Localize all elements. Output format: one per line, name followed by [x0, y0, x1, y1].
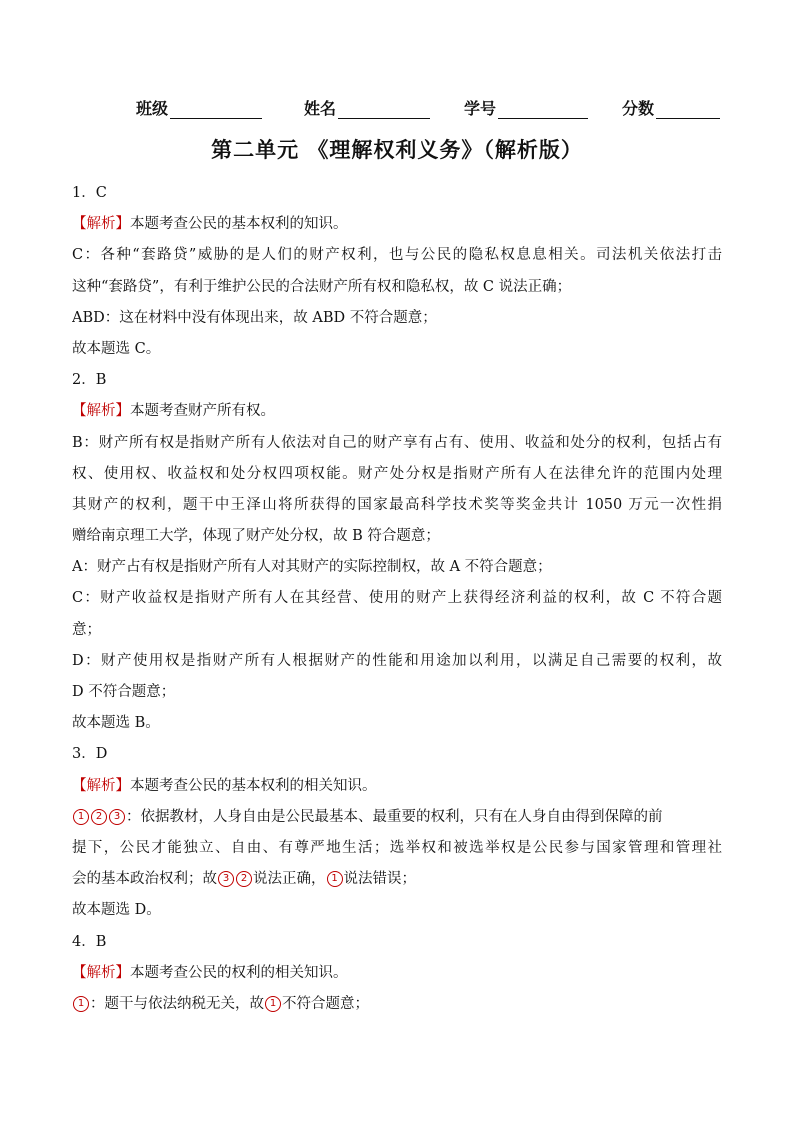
score-label: 分数 [622, 99, 655, 118]
name-label: 姓名 [304, 99, 337, 118]
q3-line-text: 说法错误； [343, 871, 416, 888]
circled-number: 3 [218, 871, 234, 887]
q1-line: 这种“套路贷”，有利于维护公民的合法财产所有权和隐私权，故 C 说法正确； [72, 278, 572, 295]
q3-line [72, 802, 722, 833]
q3-number: 3．D [72, 746, 108, 763]
analysis-tag: 【解析】 [72, 216, 130, 233]
circled-number: 2 [91, 809, 107, 825]
circled-number: 2 [236, 871, 252, 887]
circled-number: 1 [73, 809, 89, 825]
q3-conclusion: 故本题选 D。 [72, 902, 161, 919]
q3-analysis-line [72, 771, 722, 802]
q2-line: 意； [72, 621, 101, 638]
circled-number: 1 [327, 871, 343, 887]
q1-number: 1．C [72, 185, 107, 201]
class-blank[interactable] [170, 100, 262, 119]
class-field[interactable] [136, 96, 262, 119]
name-blank[interactable] [338, 100, 430, 119]
analysis-tag: 【解析】 [72, 403, 130, 420]
analysis-tag: 【解析】 [72, 777, 130, 794]
student-id-label: 学号 [464, 99, 497, 118]
q2-line: 故本题选 B。 [72, 715, 160, 732]
q4-number: 4．B [72, 933, 107, 950]
q1-analysis: 本题考查公民的基本权利的知识。 [130, 216, 348, 233]
q4-analysis: 本题考查公民的权利的相关知识。 [130, 964, 348, 981]
q4-line [72, 989, 722, 1020]
q2-line: D：财产使用权是指财产所有人根据财产的性能和用途加以利用，以满足自己需要的权利，故 [72, 652, 722, 669]
q2-line: 赠给南京理工大学，体现了财产处分权，故 B 符合题意； [72, 528, 440, 545]
student-id-blank[interactable] [498, 100, 588, 119]
q2-line: 权、使用权、收益权和处分权四项权能。财产处分权是指财产所有人在法律允许的范围内处理 [72, 465, 722, 482]
q1-analysis-line [72, 209, 722, 240]
q2-line: 其财产的权利，题干中王泽山将所获得的国家最高科学技术奖等奖金共计 1050 万元一次性捐 [72, 496, 722, 513]
q3-line-text: 会的基本政治权利；故 [72, 871, 217, 888]
q2-analysis-line [72, 396, 722, 427]
q3-line [72, 864, 722, 895]
name-field[interactable] [304, 96, 430, 119]
circled-number: 1 [73, 996, 89, 1012]
q1-line: ABD：这在材料中没有体现出来，故 ABD 不符合题意； [72, 309, 437, 326]
q4-line-text: 不符合题意； [282, 995, 369, 1012]
q2-line: C：财产收益权是指财产所有人在其经营、使用的财产上获得经济利益的权利，故 C 不符合题 [72, 590, 722, 607]
page-title: 第二单元 《理解权利义务》（解析版） [211, 138, 583, 162]
circled-number: 1 [265, 996, 281, 1012]
score-field[interactable] [622, 96, 720, 119]
student-info-row [0, 96, 794, 122]
q4-analysis-line [72, 958, 722, 989]
student-id-field[interactable] [464, 96, 588, 119]
answer-content [72, 178, 722, 1020]
q2-line: D 不符合题意； [72, 684, 176, 700]
score-blank[interactable] [656, 100, 720, 119]
q1-line: 故本题选 C。 [72, 340, 161, 357]
circled-number: 3 [109, 809, 125, 825]
q3-line: 提下，公民才能独立、自由、有尊严地生活；选举权和被选举权是公民参与国家管理和管理社 [72, 839, 722, 856]
q2-line: A：财产占有权是指财产所有人对其财产的实际控制权，故 A 不符合题意； [72, 559, 552, 576]
q2-line: B：财产所有权是指财产所有人依法对自己的财产享有占有、使用、收益和处分的权利，包括占有 [72, 434, 722, 451]
q2-analysis: 本题考查财产所有权。 [130, 403, 275, 420]
q4-line-text: ：题干与依法纳税无关，故 [90, 995, 264, 1012]
q1-line: C：各种“套路贷”威胁的是人们的财产权利，也与公民的隐私权息息相关。司法机关依法打击 [72, 247, 722, 264]
class-label: 班级 [136, 99, 169, 118]
q2-number: 2．B [72, 372, 107, 389]
q3-analysis: 本题考查公民的基本权利的相关知识。 [130, 777, 377, 794]
q3-line-text: ：依据教材，人身自由是公民最基本、最重要的权利，只有在人身自由得到保障的前 [126, 808, 663, 825]
analysis-tag: 【解析】 [72, 964, 130, 981]
q3-line-text: 说法正确， [253, 871, 326, 888]
